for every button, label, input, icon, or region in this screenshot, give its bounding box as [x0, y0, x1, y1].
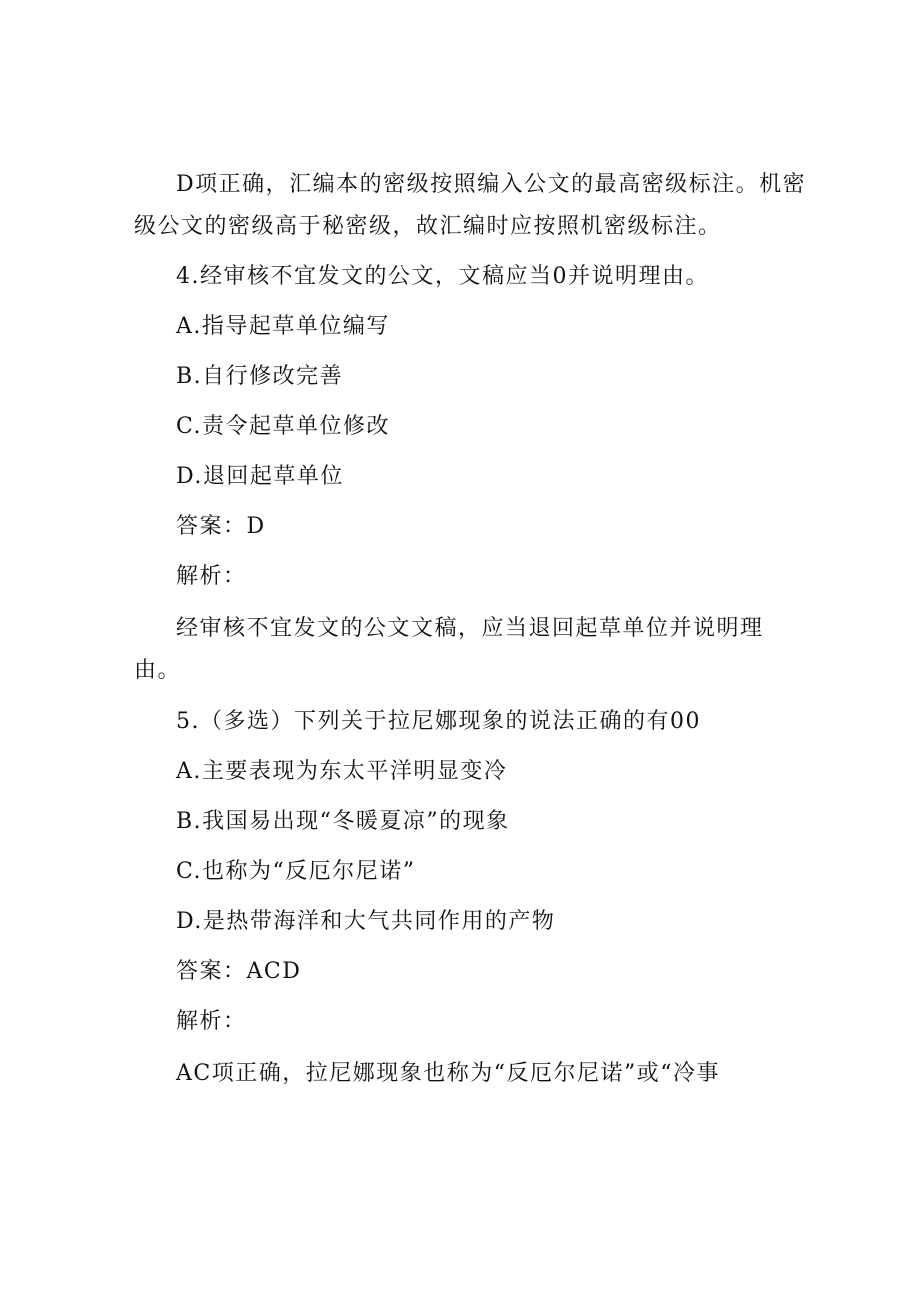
question-4-answer: 答案：D [176, 514, 266, 539]
question-5-option-b: B.我国易出现“冬暖夏凉”的现象 [176, 809, 510, 834]
question-4-option-b: B.自行修改完善 [176, 364, 344, 389]
question-4-option-a: A.指导起草单位编写 [176, 314, 390, 339]
question-5-option-d: D.是热带海洋和大气共同作用的产物 [176, 909, 556, 934]
paragraph-line: D项正确，汇编本的密级按照编入公文的最高密级标注。机密 [176, 172, 807, 197]
question-5-option-c: C.也称为“反厄尔尼诺” [176, 859, 416, 884]
question-4-option-c: C.责令起草单位修改 [176, 414, 391, 439]
question-4-analysis-line: 经审核不宜发文的公文文稿，应当退回起草单位并说明理 [176, 616, 764, 641]
question-4-option-d: D.退回起草单位 [176, 464, 344, 489]
question-4-analysis-label: 解析： [176, 564, 247, 589]
question-5-stem: 5.（多选）下列关于拉尼娜现象的说法正确的有00 [176, 709, 701, 734]
question-5-option-a: A.主要表现为东太平洋明显变冷 [176, 759, 508, 784]
question-5-analysis-line: AC项正确，拉尼娜现象也称为“反厄尔尼诺”或“冷事 [176, 1061, 720, 1086]
question-5-answer: 答案：ACD [176, 959, 302, 984]
question-4-analysis-line: 由。 [134, 658, 182, 683]
question-4-stem: 4.经审核不宜发文的公文，文稿应当0并说明理由。 [176, 264, 709, 289]
paragraph-line: 级公文的密级高于秘密级，故汇编时应按照机密级标注。 [134, 214, 722, 239]
question-5-analysis-label: 解析： [176, 1009, 247, 1034]
